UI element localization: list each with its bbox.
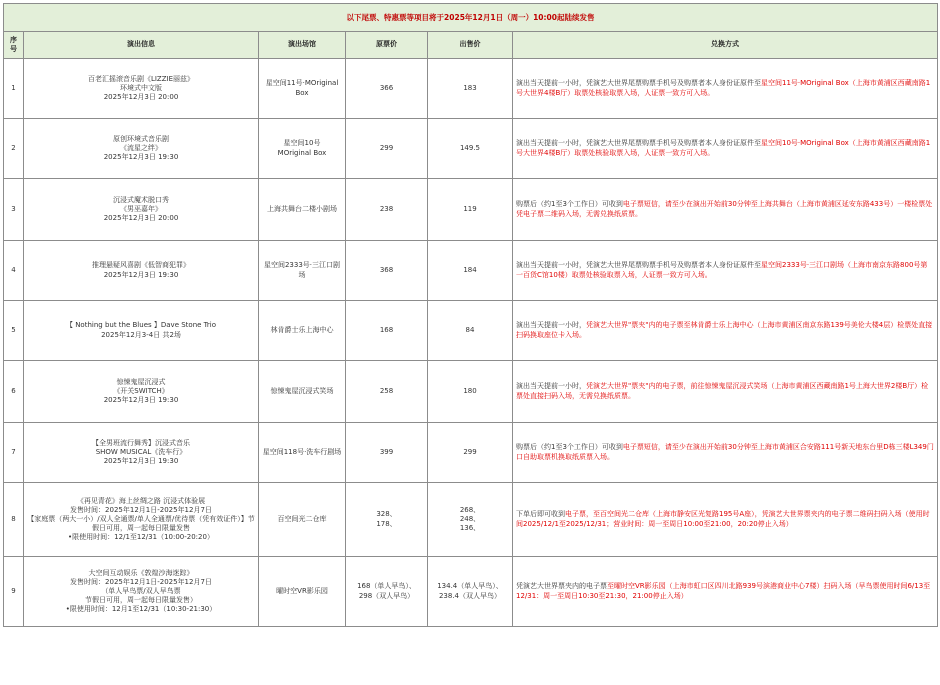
table-row — [4, 361, 938, 423]
ticket-table — [3, 3, 938, 627]
original-price: 368 — [346, 241, 428, 301]
redeem-highlight: 电子票，至百空间光二仓库（上海市静安区光复路195号A座），凭演艺大世界票夹内的电子票二维码扫码入场（使用时间2025/12/1至2025/12/31；营业时间：周一至周日10:00至21:00，20:20停止入场） — [516, 510, 930, 528]
venue: 百空间光二仓库 — [259, 483, 346, 557]
redeem-text: 凭演艺大世界票夹内的电子票 — [516, 582, 607, 591]
redeem-text: 演出当天提前一小时，凭演艺大世界尾票购票手机号及购票者本人身份证原件至 — [516, 79, 761, 88]
redeem-text: 演出当天提前一小时， — [516, 321, 586, 330]
ticket-sheet — [3, 3, 937, 627]
header-row — [4, 32, 938, 59]
redeem-method — [513, 301, 938, 361]
original-price: 299 — [346, 119, 428, 179]
row-index: 2 — [4, 119, 24, 179]
table-row — [4, 241, 938, 301]
original-price: 168（单人早鸟）、 298（双人早鸟） — [346, 557, 428, 627]
row-index: 7 — [4, 423, 24, 483]
original-price: 238 — [346, 179, 428, 241]
redeem-text: 演出当天提前一小时，凭演艺大世界尾票购票手机号及购票者本人身份证原件至 — [516, 139, 761, 148]
redeem-method — [513, 119, 938, 179]
redeem-text: 下单后即可收到 — [516, 510, 565, 519]
redeem-text: 购票后（约1至3个工作日）可收到 — [516, 443, 623, 452]
venue: 星空间11号·MOriginal Box — [259, 59, 346, 119]
banner-row — [4, 4, 938, 32]
venue: 林肯爵士乐上海中心 — [259, 301, 346, 361]
redeem-highlight: 星空间2333号·三江口剧场（上海市南京东路800号第一百货C馆10楼）取票处核验取票入场，人证票一致方可入场。 — [516, 261, 928, 279]
row-index: 1 — [4, 59, 24, 119]
show-info: 百老汇摇滚音乐剧《LIZZIE丽兹》 环境式中文版 2025年12月3日 20:00 — [24, 59, 259, 119]
redeem-method — [513, 557, 938, 627]
sale-price: 184 — [428, 241, 513, 301]
venue: 星空间118号·洗车行剧场 — [259, 423, 346, 483]
row-index: 5 — [4, 301, 24, 361]
original-price: 328、 178、 — [346, 483, 428, 557]
sale-price: 183 — [428, 59, 513, 119]
redeem-highlight: 凭演艺大世界"票夹"内的电子票至林肯爵士乐上海中心（上海市黄浦区南京东路139号美伦大楼4层）检票处直接扫码换取座位卡入场。 — [516, 321, 933, 339]
sale-price: 180 — [428, 361, 513, 423]
redeem-highlight: 凭演艺大世界"票夹"内的电子票，前往惊悚鬼屋沉浸式笑场（上海市黄浦区西藏南路1号上海大世界2楼B厅）检票处直接扫码入场，无需兑换纸质票。 — [516, 382, 929, 400]
sale-price: 149.5 — [428, 119, 513, 179]
show-info: 【 Nothing but the Blues 】Dave Stone Trio 2025年12月3-4日 共2场 — [24, 301, 259, 361]
redeem-method — [513, 423, 938, 483]
row-index: 6 — [4, 361, 24, 423]
show-info: 《再见青花》海上丝绸之路 沉浸式体验展 发售时间：2025年12月1日-2025年12月7日 【家庭票（两大一小）/双人全通票/单人全通票/优待票（凭有效证件）】节假日可用，周一起每日限量发售 •限使用时间：12/1至12/31（10:00-20:20） — [24, 483, 259, 557]
redeem-method — [513, 241, 938, 301]
original-price: 258 — [346, 361, 428, 423]
original-price: 366 — [346, 59, 428, 119]
row-index: 9 — [4, 557, 24, 627]
sale-price: 299 — [428, 423, 513, 483]
table-row — [4, 301, 938, 361]
row-index: 3 — [4, 179, 24, 241]
redeem-highlight: 星空间11号·MOriginal Box（上海市黄浦区西藏南路1号大世界4楼B厅）取票处核验取票入场，人证票一致方可入场。 — [516, 79, 931, 97]
table-row — [4, 179, 938, 241]
venue: 星空间10号 MOriginal Box — [259, 119, 346, 179]
row-index: 8 — [4, 483, 24, 557]
venue: 惊悚鬼屋沉浸式笑场 — [259, 361, 346, 423]
sale-price: 119 — [428, 179, 513, 241]
original-price: 168 — [346, 301, 428, 361]
header-show: 演出信息 — [24, 32, 259, 59]
table-row — [4, 483, 938, 557]
table-row — [4, 423, 938, 483]
table-row — [4, 557, 938, 627]
table-row — [4, 59, 938, 119]
redeem-highlight: 电子票短信，请至少在演出开始前30分钟至上海共舞台（上海市黄浦区延安东路433号）一楼检票处凭电子票二维码入场，无需兑换纸质票。 — [516, 200, 933, 218]
show-info: 大空间互动娱乐《敦煌沙海迷踪》 发售时间：2025年12月1日-2025年12月7日 （单人早鸟票/双人早鸟票 节假日可用，周一起每日限量发售） •限使用时间：12月1至12/31（10:30-21:30） — [24, 557, 259, 627]
header-venue: 演出场馆 — [259, 32, 346, 59]
header-sale-price: 出售价 — [428, 32, 513, 59]
header-index: 序号 — [4, 32, 24, 59]
venue: 曜时空VR影乐园 — [259, 557, 346, 627]
redeem-highlight: 至曜时空VR影乐园（上海市虹口区四川北路939号滨港商业中心7楼）扫码入场（早鸟票使用时间6/13至12/31：周一至周日10:30至21:30，21:00停止入场） — [516, 582, 931, 600]
sale-price: 268、 248、 136、 — [428, 483, 513, 557]
show-info: 【全男班流行舞秀】沉浸式音乐 SHOW MUSICAL《洗车行》 2025年12月3日 19:30 — [24, 423, 259, 483]
sale-price: 134.4（单人早鸟）、 238.4（双人早鸟） — [428, 557, 513, 627]
show-info: 推理悬疑风喜剧《低智商犯罪》 2025年12月3日 19:30 — [24, 241, 259, 301]
show-info: 沉浸式魔术脱口秀 《男巫嘉年》 2025年12月3日 20:00 — [24, 179, 259, 241]
redeem-highlight: 星空间10号·MOriginal Box（上海市黄浦区西藏南路1号大世界4楼B厅）取票处核验取票入场，人证票一致方可入场。 — [516, 139, 931, 157]
redeem-method — [513, 361, 938, 423]
redeem-method — [513, 59, 938, 119]
venue: 星空间2333号·三江口剧场 — [259, 241, 346, 301]
sale-notice-banner: 以下尾票、特惠票等项目将于2025年12月1日（周一）10:00起陆续发售 — [4, 4, 938, 32]
header-redeem: 兑换方式 — [513, 32, 938, 59]
redeem-text: 演出当天提前一小时，凭演艺大世界尾票购票手机号及购票者本人身份证原件至 — [516, 261, 761, 270]
table-row — [4, 119, 938, 179]
venue: 上海共舞台二楼小剧场 — [259, 179, 346, 241]
redeem-method — [513, 179, 938, 241]
redeem-highlight: 电子票短信，请至少在演出开始前30分钟至上海市黄浦区合安路111号新天地东台里D栋三楼L349门口自助取票机换取纸质票入场。 — [516, 443, 934, 461]
show-info: 惊悚鬼屋沉浸式 《开关SWITCH》 2025年12月3日 19:30 — [24, 361, 259, 423]
header-original-price: 原票价 — [346, 32, 428, 59]
original-price: 399 — [346, 423, 428, 483]
redeem-text: 购票后（约1至3个工作日）可收到 — [516, 200, 623, 209]
sale-price: 84 — [428, 301, 513, 361]
row-index: 4 — [4, 241, 24, 301]
show-info: 原创环境式音乐剧 《流星之绊》 2025年12月3日 19:30 — [24, 119, 259, 179]
redeem-method — [513, 483, 938, 557]
redeem-text: 演出当天提前一小时， — [516, 382, 586, 391]
